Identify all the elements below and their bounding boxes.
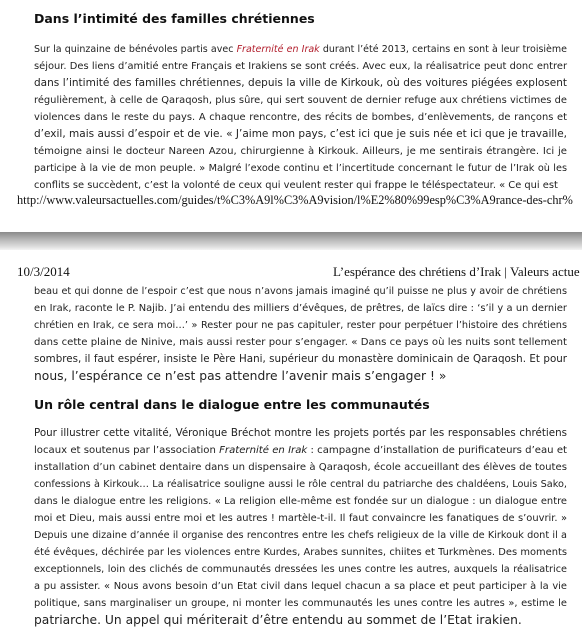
- paragraph-line: témoigne ainsi le docteur Nareen Azou, chirurgienne à Kirkouk. Ailleurs, je me sentirais étrangère. Ici je: [34, 146, 567, 157]
- paragraph-line: installation d’un cabinet dentaire dans un dispensaire à Qaraqosh, école accueillant des élèves de toutes: [34, 462, 567, 473]
- paragraph-line: régulièrement, à celle de Qaraqosh, plus sûre, qui sert souvent de dernier refuge aux chrétiens victimes de: [34, 95, 567, 106]
- page-footer-url: http://www.valeursactuelles.com/guides/t%C3%A9l%C3%A9vision/l%E2%80%99esp%C3%A9rance-des-chr%: [17, 193, 573, 207]
- paragraph-line: d’exil, mais aussi d’espoir et de vie. « J’aime mon pays, c’est ici que je suis née et ici que je travaille,: [34, 128, 567, 140]
- paragraph-line: dans l’intimité des familles chrétiennes, depuis la ville de Kirkouk, où des voitures piégées explosent: [34, 77, 567, 89]
- section-heading: Un rôle central dans le dialogue entre les communautés: [34, 397, 430, 412]
- continuation-paragraph: [34, 283, 567, 385]
- paragraph-line: en Irak, raconte le P. Najib. J’ai entendu des milliers d’évêques, de prêtres, de laïcs dire : ‘s’il y a un dernier: [34, 303, 567, 314]
- page-header-title: L’espérance des chrétiens d’Irak | Valeurs actue: [333, 264, 580, 279]
- paragraph-line: séjour. Des liens d’amitié entre Français et Irakiens se sont créés. Avec eux, la réalisatrice peut donc entrer: [34, 61, 567, 72]
- paragraph-line: dans le dialogue entre les religions. « La religion elle-même est fondée sur un dialogue : un dialogue entre: [34, 496, 567, 507]
- association-name: Fraternité en Irak: [219, 445, 308, 456]
- paragraph-line: politique, sans marginaliser un groupe, ni monter les communautés les unes contre les autres », estime le: [34, 598, 567, 609]
- pdf-page-top: [0, 0, 582, 232]
- paragraph-line: a pu assister. « Nous avons besoin d’un Etat civil dans lequel chacun a sa place et peut participer à la vie: [34, 581, 567, 592]
- article-paragraph: [34, 425, 567, 629]
- paragraph-line: sombres, il faut espérer, insiste le Père Hani, supérieur du monastère dominicain de Qaraqosh. Et pour: [34, 353, 567, 365]
- paragraph-line: Depuis une dizaine d’année il organise des rencontres entre les chefs religieux de la ville de Kirkouk dont il a: [34, 530, 567, 541]
- article-paragraph: [34, 41, 567, 194]
- page-header-date: 10/3/2014: [17, 264, 70, 279]
- text-run: Sur la quinzaine de bénévoles partis avec: [34, 44, 237, 55]
- paragraph-line: beau et qui donne de l’espoir c’est que nous n’avons jamais imaginé qu’il puisse ne plus y avoir de chrétiens: [34, 286, 567, 297]
- paragraph-line: dans cette plaine de Ninive, mais aussi rester pour s’engager. « Dans ce pays où les nuits sont tellement: [34, 337, 567, 348]
- text-run: : campagne d’installation de purificateurs d’eau et: [307, 445, 568, 456]
- section-heading: Dans l’intimité des familles chrétiennes: [34, 11, 315, 26]
- paragraph-line: [34, 41, 567, 58]
- paragraph-line: patriarche. Un appel qui mériterait d’être entendu au sommet de l’Etat irakien.: [34, 613, 522, 627]
- paragraph-line: moi et Dieu, mais aussi entre moi et les autres ! martèle-t-il. Il faut convaincre les fanatiques de s’ouvrir. »: [34, 513, 567, 524]
- page-separator: [0, 232, 582, 250]
- paragraph-line: [34, 442, 567, 459]
- paragraph-line: confessions à Kirkouk… La réalisatrice souligne aussi le rôle central du patriarche des chaldéens, Louis Sako,: [34, 479, 567, 490]
- paragraph-line: nous, l’espérance ce n’est pas attendre l’avenir mais s’engager ! »: [34, 369, 447, 383]
- paragraph-line: chrétien en Irak, ce sera moi…’ » Rester pour ne pas capituler, rester pour perpétuer l’histoire des chrétiens: [34, 320, 567, 331]
- paragraph-line: exceptionnels, loin des clichés de communautés dressées les unes contre les autres, auxquels la réalisatrice: [34, 564, 567, 575]
- paragraph-line: Pour illustrer cette vitalité, Véronique Bréchot montre les projets portés par les responsables chrétiens: [34, 427, 567, 439]
- paragraph-line: violences dans le reste du pays. A chaque rencontre, des récits de bombes, d’enlèvements, de rançons et: [34, 112, 567, 123]
- text-run: durant l’été 2013, certains en sont à leur troisième: [319, 44, 567, 55]
- paragraph-line: conflits se succèdent, c’est la volonté de ceux qui veulent rester qui frappe le téléspectateur. « Ce qui est: [34, 180, 558, 191]
- paragraph-line: été évêques, déchirée par les violences entre Kurdes, Arabes sunnites, chiites et Turkmènes. Des moments: [34, 547, 567, 558]
- paragraph-line: participe à la vie de mon peuple. » Malgré l’exode continu et l’incertitude concernant le futur de l’Irak où les: [34, 163, 567, 174]
- fraternite-link[interactable]: Fraternité en Irak: [236, 44, 320, 55]
- text-run: locaux et soutenus par l’association: [34, 445, 220, 456]
